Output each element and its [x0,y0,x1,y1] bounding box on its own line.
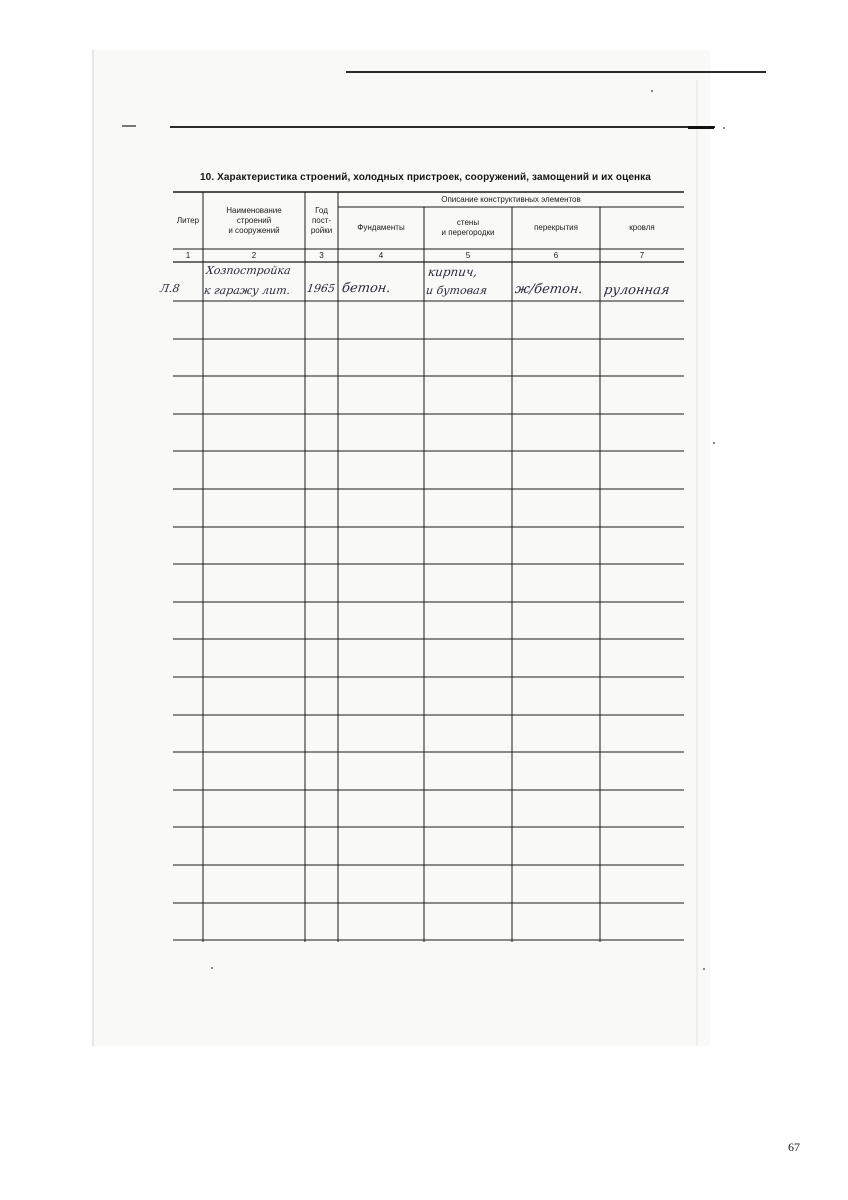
column-number-3: 3 [319,251,324,260]
column-header-line: Фундаменты [357,223,405,232]
column-header-line: и перегородки [441,228,495,237]
column-header-1 [173,216,203,226]
column-header-2 [203,206,305,236]
cell-roof: рулонная [602,283,671,298]
cell-ceilings: ж/бетон. [513,282,584,297]
cell-name-line2: к гаражу лит. [203,284,292,297]
column-header-line: Литер [176,216,200,225]
column-header-4 [338,223,424,233]
cell-walls-line2: и бутовая [425,284,488,297]
column-number-5: 5 [465,251,471,260]
table-title: 10. Характеристика строений, холодных пристроек, сооружений, замощений и их оценка [200,172,651,183]
column-header-5 [424,218,512,238]
column-header-line: строений [236,216,272,225]
cell-year: 1965 [306,282,336,295]
group-header: Описание конструктивных элементов [441,195,581,204]
column-header-line: и сооружений [228,226,280,235]
column-number-7: 7 [639,251,645,260]
column-number-2: 2 [251,251,257,260]
column-header-line: стены [456,218,480,227]
column-header-line: перекрытия [534,223,578,232]
page-number: 67 [788,1140,800,1154]
column-number-1: 1 [185,251,191,260]
column-header-line: Год [315,206,328,215]
column-header-7 [600,223,684,233]
cell-name-line1: Хозпостройка [205,264,292,277]
cell-foundation: бетон. [340,281,392,296]
column-header-line: Наименование [226,206,282,215]
column-number-6: 6 [553,251,559,260]
column-header-line: кровля [629,223,655,232]
column-header-line: ройки [310,226,333,235]
cell-liter: Л.8 [159,282,181,295]
cell-walls-line1: кирпич, [427,265,479,279]
column-header-3 [305,206,338,236]
column-header-line: пост- [311,216,332,225]
column-header-6 [512,223,600,233]
column-number-4: 4 [378,251,384,260]
